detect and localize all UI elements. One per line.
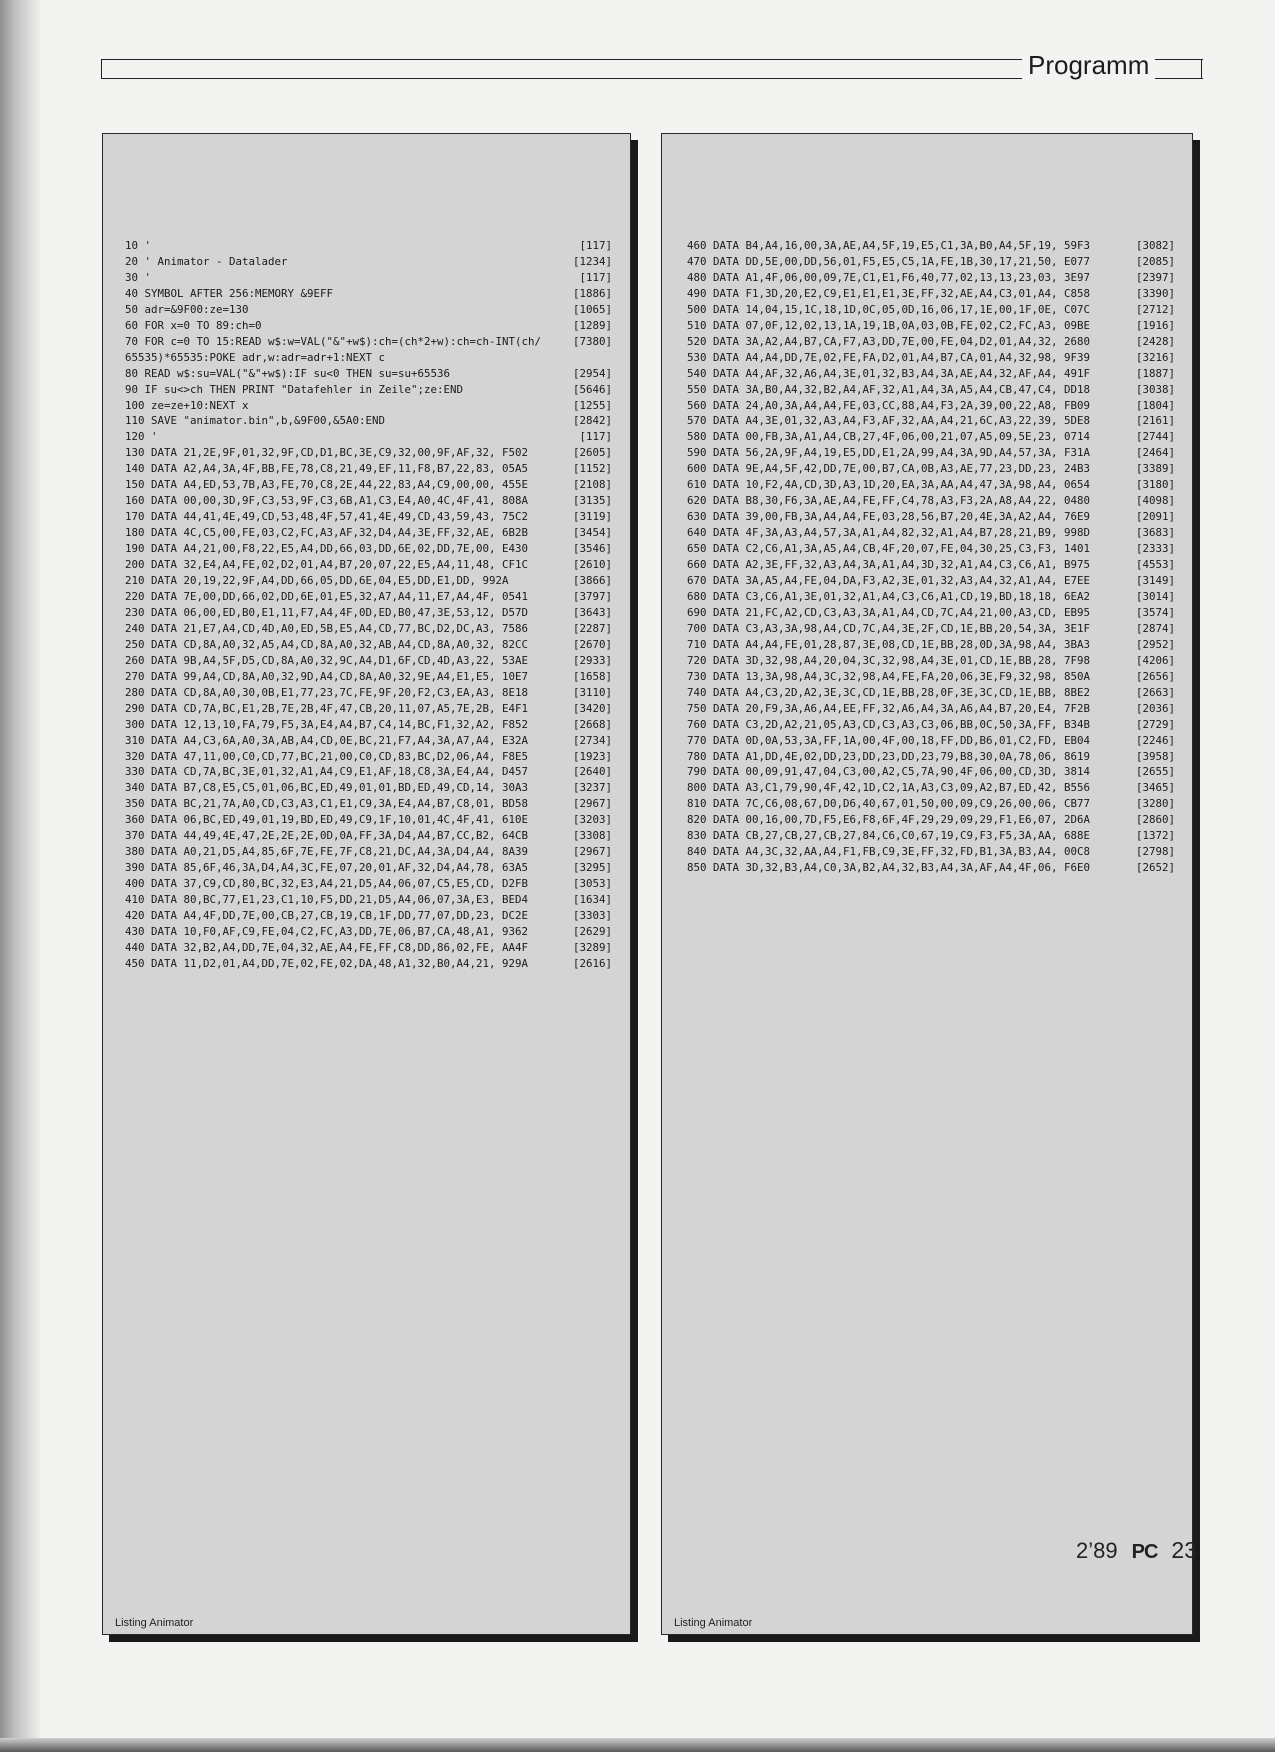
code-line-text: 390 DATA 85,6F,46,3A,D4,A4,3C,FE,07,20,01,AF,32,D4,A4,78, 63A5 — [125, 861, 529, 875]
code-line — [125, 940, 612, 956]
code-line — [125, 557, 612, 573]
code-line — [125, 733, 612, 749]
code-line — [687, 860, 1175, 876]
code-line — [687, 637, 1175, 653]
code-line-text: 630 DATA 39,00,FB,3A,A4,A4,FE,03,28,56,B7,20,4E,3A,A2,A4, 76E9 — [687, 510, 1091, 524]
code-line-text: 660 DATA A2,3E,FF,32,A3,A4,3A,A1,A4,3D,32,A1,A4,C3,C6,A1, B975 — [687, 558, 1091, 572]
code-line-text: 530 DATA A4,A4,DD,7E,02,FE,FA,D2,01,A4,B7,CA,01,A4,32,98, 9F39 — [687, 350, 1091, 364]
code-line-checksum: [1234] — [572, 254, 612, 268]
code-line-text: 150 DATA A4,ED,53,7B,A3,FE,70,C8,2E,44,22,83,A4,C9,00,00, 455E — [125, 478, 529, 492]
code-line-text: 370 DATA 44,49,4E,47,2E,2E,2E,0D,0A,FF,3A,D4,A4,B7,CC,B2, 64CB — [125, 829, 529, 843]
code-line-text: 10 ' — [125, 239, 152, 252]
code-line-text: 380 DATA A0,21,D5,A4,85,6F,7E,FE,7F,C8,21,DC,A4,3A,D4,A4, 8A39 — [125, 845, 529, 859]
code-line — [687, 733, 1175, 749]
code-line-checksum: [2656] — [1135, 669, 1175, 683]
code-line — [125, 924, 612, 940]
code-line — [687, 653, 1175, 669]
code-line — [125, 812, 612, 828]
code-line-text: 810 DATA 7C,C6,08,67,D0,D6,40,67,01,50,00,09,C9,26,00,06, CB77 — [687, 797, 1091, 811]
code-line — [125, 366, 612, 382]
code-line-text: 330 DATA CD,7A,BC,3E,01,32,A1,A4,C9,E1,AF,18,C8,3A,E4,A4, D457 — [125, 765, 529, 779]
code-line-text: 400 DATA 37,C9,CD,80,BC,32,E3,A4,21,D5,A4,06,07,C5,E5,CD, D2FB — [125, 877, 529, 891]
code-line-text: 520 DATA 3A,A2,A4,B7,CA,F7,A3,DD,7E,00,FE,04,D2,01,A4,32, 2680 — [687, 334, 1091, 348]
code-line — [125, 876, 612, 892]
code-line-text: 240 DATA 21,E7,A4,CD,4D,A0,ED,5B,E5,A4,CD,77,BC,D2,DC,A3, 7586 — [125, 621, 529, 635]
code-listing-left — [125, 238, 612, 972]
code-line-checksum: [2860] — [1135, 813, 1175, 827]
code-line-text: 820 DATA 00,16,00,7D,F5,E6,F8,6F,4F,29,29,09,29,F1,E6,07, 2D6A — [687, 813, 1091, 827]
code-line-checksum: [2655] — [1135, 765, 1175, 779]
issue-number: 2’89 — [1076, 1538, 1118, 1563]
code-line-text: 490 DATA F1,3D,20,E2,C9,E1,E1,E1,3E,FF,32,AE,A4,C3,01,A4, C858 — [687, 286, 1091, 300]
code-line-text: 830 DATA CB,27,CB,27,CB,27,84,C6,C0,67,19,C9,F3,F5,3A,AA, 688E — [687, 829, 1091, 843]
code-line — [125, 238, 612, 254]
code-line-checksum: [3280] — [1135, 797, 1175, 811]
code-line-checksum: [2668] — [572, 717, 612, 731]
code-line-checksum: [3110] — [572, 685, 612, 699]
code-line-checksum: [3014] — [1135, 589, 1175, 603]
code-line-checksum: [1065] — [572, 302, 612, 316]
code-line-checksum: [2874] — [1135, 621, 1175, 635]
code-line-checksum: [2616] — [572, 956, 612, 970]
code-line-text: 120 ' — [125, 430, 158, 444]
code-line — [125, 461, 612, 477]
code-line — [687, 701, 1175, 717]
listing-caption-left: Listing Animator — [115, 1617, 194, 1629]
code-line-text: 620 DATA B8,30,F6,3A,AE,A4,FE,FF,C4,78,A3,F3,2A,A8,A4,22, 0480 — [687, 494, 1091, 508]
code-line-checksum: [2933] — [572, 653, 612, 667]
code-line-text: 480 DATA A1,4F,06,00,09,7E,C1,E1,F6,40,77,02,13,13,23,03, 3E97 — [687, 270, 1091, 284]
code-line — [687, 717, 1175, 733]
code-line-text: 350 DATA BC,21,7A,A0,CD,C3,A3,C1,E1,C9,3A,E4,A4,B7,C8,01, BD58 — [125, 797, 529, 811]
code-line-checksum: [5646] — [572, 382, 612, 396]
code-line-checksum: [3295] — [572, 861, 612, 875]
code-line — [687, 685, 1175, 701]
code-line-checksum: [3683] — [1135, 526, 1175, 540]
code-line-text: 670 DATA 3A,A5,A4,FE,04,DA,F3,A2,3E,01,32,A3,A4,32,A1,A4, E7EE — [687, 574, 1091, 588]
code-line-text: 310 DATA A4,C3,6A,A0,3A,AB,A4,CD,0E,BC,21,F7,A4,3A,A7,A4, E32A — [125, 733, 529, 747]
code-line-text: 300 DATA 12,13,10,FA,79,F5,3A,E4,A4,B7,C4,14,BC,F1,32,A2, F852 — [125, 717, 529, 731]
code-line-text: 30 ' — [125, 270, 152, 284]
code-line — [125, 605, 612, 621]
code-line-checksum: [3180] — [1135, 478, 1175, 492]
code-line-checksum: [2629] — [572, 924, 612, 938]
code-line-checksum: [1372] — [1135, 829, 1175, 843]
code-line-checksum: [3135] — [572, 494, 612, 508]
code-line-text: 450 DATA 11,D2,01,A4,DD,7E,02,FE,02,DA,48,A1,32,B0,A4,21, 929A — [125, 956, 529, 970]
code-line-text: 180 DATA 4C,C5,00,FE,03,C2,FC,A3,AF,32,D4,A4,3E,FF,32,AE, 6B2B — [125, 526, 529, 540]
code-line — [687, 573, 1175, 589]
code-line-text: 270 DATA 99,A4,CD,8A,A0,32,9D,A4,CD,8A,A0,32,9E,A4,E1,E5, 10E7 — [125, 669, 529, 683]
code-line-checksum: [3053] — [572, 877, 612, 891]
code-line — [687, 764, 1175, 780]
code-line-text: 280 DATA CD,8A,A0,30,0B,E1,77,23,7C,FE,9F,20,F2,C3,EA,A3, 8E18 — [125, 685, 529, 699]
code-line-text: 110 SAVE "animator.bin",b,&9F00,&5A0:END — [125, 414, 386, 428]
code-line — [125, 621, 612, 637]
code-line-text: 200 DATA 32,E4,A4,FE,02,D2,01,A4,B7,20,07,22,E5,A4,11,48, CF1C — [125, 558, 529, 572]
code-line-checksum: [2246] — [1135, 733, 1175, 747]
code-line-text: 470 DATA DD,5E,00,DD,56,01,F5,E5,C5,1A,FE,1B,30,17,21,50, E077 — [687, 254, 1091, 268]
code-line — [687, 605, 1175, 621]
code-line-checksum: [2640] — [572, 765, 612, 779]
code-line-text: 130 DATA 21,2E,9F,01,32,9F,CD,D1,BC,3E,C9,32,00,9F,AF,32, F502 — [125, 446, 529, 460]
code-line-checksum: [2954] — [572, 366, 612, 380]
code-line — [125, 270, 612, 286]
code-line-checksum: [117] — [579, 270, 612, 284]
code-line — [125, 637, 612, 653]
code-line — [687, 477, 1175, 493]
code-line-checksum: [2428] — [1135, 334, 1175, 348]
code-line-checksum: [2333] — [1135, 542, 1175, 556]
code-line — [687, 621, 1175, 637]
code-line-checksum: [2734] — [572, 733, 612, 747]
code-line-text: 680 DATA C3,C6,A1,3E,01,32,A1,A4,C3,C6,A1,CD,19,BD,18,18, 6EA2 — [687, 589, 1091, 603]
code-line — [687, 557, 1175, 573]
header-rule-end — [1174, 59, 1202, 79]
code-line-checksum: [3866] — [572, 574, 612, 588]
code-line-text: 690 DATA 21,FC,A2,CD,C3,A3,3A,A1,A4,CD,7C,A4,21,00,A3,CD, EB95 — [687, 605, 1091, 619]
code-line — [125, 318, 612, 334]
code-line-checksum: [2161] — [1135, 414, 1175, 428]
code-line-checksum: [3465] — [1135, 781, 1175, 795]
code-line-checksum: [3643] — [572, 605, 612, 619]
code-line — [125, 860, 612, 876]
code-line-checksum: [2091] — [1135, 510, 1175, 524]
magazine-logo: PC — [1131, 1541, 1158, 1563]
page-binding-shadow — [0, 0, 40, 1752]
code-line — [687, 366, 1175, 382]
code-line — [125, 956, 612, 972]
code-line — [687, 238, 1175, 254]
code-line — [687, 749, 1175, 765]
code-line — [125, 413, 612, 429]
code-line — [125, 477, 612, 493]
code-line — [687, 429, 1175, 445]
code-line-text: 580 DATA 00,FB,3A,A1,A4,CB,27,4F,06,00,21,07,A5,09,5E,23, 0714 — [687, 430, 1091, 444]
code-line-text: 550 DATA 3A,B0,A4,32,B2,A4,AF,32,A1,A4,3A,A5,A4,CB,47,C4, DD18 — [687, 382, 1091, 396]
code-line-checksum: [3289] — [572, 940, 612, 954]
code-line-checksum: [3308] — [572, 829, 612, 843]
code-line-text: 640 DATA 4F,3A,A3,A4,57,3A,A1,A4,82,32,A1,A4,B7,28,21,B9, 998D — [687, 526, 1091, 540]
code-line-checksum: [3303] — [572, 909, 612, 923]
code-line-checksum: [2663] — [1135, 685, 1175, 699]
code-line-text: 40 SYMBOL AFTER 256:MEMORY &9EFF — [125, 286, 334, 300]
code-line-text: 740 DATA A4,C3,2D,A2,3E,3C,CD,1E,BB,28,0F,3E,3C,CD,1E,BB, 8BE2 — [687, 685, 1091, 699]
code-line-checksum: [4206] — [1135, 653, 1175, 667]
code-line — [687, 286, 1175, 302]
code-line — [687, 413, 1175, 429]
code-line-checksum: [1255] — [572, 398, 612, 412]
code-line-checksum: [3389] — [1135, 462, 1175, 476]
code-line-text: 790 DATA 00,09,91,47,04,C3,00,A2,C5,7A,90,4F,06,00,CD,3D, 3814 — [687, 765, 1091, 779]
code-line-text: 840 DATA A4,3C,32,AA,A4,F1,FB,C9,3E,FF,32,FD,B1,3A,B3,A4, 00C8 — [687, 845, 1091, 859]
code-line-text: 700 DATA C3,A3,3A,98,A4,CD,7C,A4,3E,2F,CD,1E,BB,20,54,3A, 3E1F — [687, 621, 1091, 635]
code-line-text: 510 DATA 07,0F,12,02,13,1A,19,1B,0A,03,0B,FE,02,C2,FC,A3, 09BE — [687, 318, 1091, 332]
code-line-checksum: [2952] — [1135, 637, 1175, 651]
code-line-checksum: [1916] — [1135, 318, 1175, 332]
code-line-checksum: [1923] — [572, 749, 612, 763]
code-line-text: 50 adr=&9F00:ze=130 — [125, 302, 249, 316]
code-line-text: 570 DATA A4,3E,01,32,A3,A4,F3,AF,32,AA,A4,21,6C,A3,22,39, 5DE8 — [687, 414, 1091, 428]
code-line — [125, 685, 612, 701]
code-line-checksum: [1886] — [572, 286, 612, 300]
code-line-text: 340 DATA B7,C8,E5,C5,01,06,BC,ED,49,01,01,BD,ED,49,CD,14, 30A3 — [125, 781, 529, 795]
code-line-checksum: [3797] — [572, 589, 612, 603]
code-line — [687, 398, 1175, 414]
listing-panel-left — [102, 133, 631, 1635]
code-line-checksum: [2712] — [1135, 302, 1175, 316]
code-line-checksum: [2967] — [572, 845, 612, 859]
code-line — [125, 796, 612, 812]
code-line-checksum: [1804] — [1135, 398, 1175, 412]
code-line — [687, 669, 1175, 685]
code-line — [687, 525, 1175, 541]
code-line-text: 430 DATA 10,F0,AF,C9,FE,04,C2,FC,A3,DD,7E,06,B7,CA,48,A1, 9362 — [125, 924, 529, 938]
code-line — [125, 892, 612, 908]
code-line-text: 720 DATA 3D,32,98,A4,20,04,3C,32,98,A4,3E,01,CD,1E,BB,28, 7F98 — [687, 653, 1091, 667]
code-line — [687, 334, 1175, 350]
code-line — [125, 669, 612, 685]
code-line — [687, 509, 1175, 525]
code-line-text: 730 DATA 13,3A,98,A4,3C,32,98,A4,FE,FA,20,06,3E,F9,32,98, 850A — [687, 669, 1091, 683]
code-line-text: 780 DATA A1,DD,4E,02,DD,23,DD,23,DD,23,79,B8,30,0A,78,06, 8619 — [687, 749, 1091, 763]
code-line — [125, 254, 612, 270]
code-line-text: 610 DATA 10,F2,4A,CD,3D,A3,1D,20,EA,3A,AA,A4,47,3A,98,A4, 0654 — [687, 478, 1091, 492]
code-line-checksum: [2605] — [572, 446, 612, 460]
code-line — [687, 461, 1175, 477]
code-line-text: 440 DATA 32,B2,A4,DD,7E,04,32,AE,A4,FE,FF,C8,DD,86,02,FE, AA4F — [125, 940, 529, 954]
code-line-text: 250 DATA CD,8A,A0,32,A5,A4,CD,8A,A0,32,AB,A4,CD,8A,A0,32, 82CC — [125, 637, 529, 651]
code-line — [125, 717, 612, 733]
code-line — [125, 429, 612, 445]
code-line-text: 60 FOR x=0 TO 89:ch=0 — [125, 318, 262, 332]
code-line — [125, 541, 612, 557]
code-line-text: 850 DATA 3D,32,B3,A4,C0,3A,B2,A4,32,B3,A4,3A,AF,A4,4F,06, F6E0 — [687, 861, 1091, 875]
code-line — [687, 493, 1175, 509]
code-line — [687, 828, 1175, 844]
code-listing-right — [687, 238, 1175, 876]
code-line — [687, 844, 1175, 860]
code-line-checksum: [4098] — [1135, 494, 1175, 508]
code-line-text: 260 DATA 9B,A4,5F,D5,CD,8A,A0,32,9C,A4,D1,6F,CD,4D,A3,22, 53AE — [125, 653, 529, 667]
code-line — [687, 541, 1175, 557]
code-line-checksum: [2967] — [572, 797, 612, 811]
code-line-checksum: [3546] — [572, 542, 612, 556]
code-line-text: 320 DATA 47,11,00,C0,CD,77,BC,21,00,C0,CD,83,BC,D2,06,A4, F8E5 — [125, 749, 529, 763]
code-line — [687, 318, 1175, 334]
code-line-text: 770 DATA 0D,0A,53,3A,FF,1A,00,4F,00,18,FF,DD,B6,01,C2,FD, EB04 — [687, 733, 1091, 747]
code-line-text: 600 DATA 9E,A4,5F,42,DD,7E,00,B7,CA,0B,A3,AE,77,23,DD,23, 24B3 — [687, 462, 1091, 476]
code-line-text: 90 IF su<>ch THEN PRINT "Datafehler in Zeile";ze:END — [125, 382, 464, 396]
code-line — [125, 589, 612, 605]
page-number: 23 — [1171, 1537, 1197, 1563]
page-footer — [1076, 1537, 1197, 1564]
code-line — [125, 493, 612, 509]
code-line — [687, 796, 1175, 812]
listing-panel-right — [661, 133, 1193, 1635]
code-line-checksum: [2744] — [1135, 430, 1175, 444]
code-line-text: 710 DATA A4,A4,FE,01,28,87,3E,08,CD,1E,BB,28,0D,3A,98,A4, 3BA3 — [687, 637, 1091, 651]
code-line — [125, 334, 612, 366]
page-bottom-edge — [0, 1738, 1275, 1752]
code-line-checksum: [1887] — [1135, 366, 1175, 380]
code-line-text: 500 DATA 14,04,15,1C,18,1D,0C,05,0D,16,06,17,1E,00,1F,0E, C07C — [687, 302, 1091, 316]
code-line-checksum: [3237] — [572, 781, 612, 795]
code-line — [125, 844, 612, 860]
code-line-checksum: [1634] — [572, 893, 612, 907]
code-line-checksum: [2729] — [1135, 717, 1175, 731]
code-line — [687, 589, 1175, 605]
code-line-text: 540 DATA A4,AF,32,A6,A4,3E,01,32,B3,A4,3A,AE,A4,32,AF,A4, 491F — [687, 366, 1091, 380]
code-line-checksum: [2670] — [572, 637, 612, 651]
code-line-checksum: [3454] — [572, 526, 612, 540]
code-line-text: 80 READ w$:su=VAL("&"+w$):IF su<0 THEN su=su+65536 — [125, 366, 451, 380]
code-line-checksum: [3390] — [1135, 286, 1175, 300]
code-line-text: 70 FOR c=0 TO 15:READ w$:w=VAL("&"+w$):ch=(ch*2+w):ch=ch-INT(ch/65535)*65535:POKE adr,w:adr=adr+1:NEXT c — [125, 334, 542, 364]
code-line — [125, 749, 612, 765]
code-line — [687, 350, 1175, 366]
code-line-checksum: [2287] — [572, 621, 612, 635]
code-line — [125, 701, 612, 717]
code-line-text: 290 DATA CD,7A,BC,E1,2B,7E,2B,4F,47,CB,20,11,07,A5,7E,2B, E4F1 — [125, 701, 529, 715]
code-line-checksum: [3038] — [1135, 382, 1175, 396]
code-line — [125, 828, 612, 844]
code-line-checksum: [7380] — [572, 334, 612, 348]
code-line-checksum: [2610] — [572, 558, 612, 572]
code-line — [687, 445, 1175, 461]
code-line-checksum: [3958] — [1135, 749, 1175, 763]
code-line — [125, 445, 612, 461]
code-line — [125, 764, 612, 780]
code-line — [125, 573, 612, 589]
code-line-checksum: [2464] — [1135, 446, 1175, 460]
code-line — [687, 780, 1175, 796]
code-line-text: 460 DATA B4,A4,16,00,3A,AE,A4,5F,19,E5,C1,3A,B0,A4,5F,19, 59F3 — [687, 239, 1091, 252]
code-line — [125, 780, 612, 796]
code-line-checksum: [3420] — [572, 701, 612, 715]
code-line-checksum: [1152] — [572, 462, 612, 476]
code-line-text: 140 DATA A2,A4,3A,4F,BB,FE,78,C8,21,49,EF,11,F8,B7,22,83, 05A5 — [125, 462, 529, 476]
code-line-checksum: [2108] — [572, 478, 612, 492]
code-line — [125, 302, 612, 318]
code-line-text: 160 DATA 00,00,3D,9F,C3,53,9F,C3,6B,A1,C3,E4,A0,4C,4F,41, 808A — [125, 494, 529, 508]
code-line-text: 590 DATA 56,2A,9F,A4,19,E5,DD,E1,2A,99,A4,3A,9D,A4,57,3A, F31A — [687, 446, 1091, 460]
code-line — [125, 398, 612, 414]
code-line-checksum: [1289] — [572, 318, 612, 332]
code-line — [687, 302, 1175, 318]
code-line-text: 560 DATA 24,A0,3A,A4,A4,FE,03,CC,88,A4,F3,2A,39,00,22,A8, FB09 — [687, 398, 1091, 412]
code-line-text: 410 DATA 80,BC,77,E1,23,C1,10,F5,DD,21,D5,A4,06,07,3A,E3, BED4 — [125, 893, 529, 907]
code-line-text: 20 ' Animator - Datalader — [125, 254, 288, 268]
code-line-checksum: [3216] — [1135, 350, 1175, 364]
code-line — [687, 812, 1175, 828]
code-line-text: 650 DATA C2,C6,A1,3A,A5,A4,CB,4F,20,07,FE,04,30,25,C3,F3, 1401 — [687, 542, 1091, 556]
code-line-checksum: [4553] — [1135, 558, 1175, 572]
code-line-text: 100 ze=ze+10:NEXT x — [125, 398, 249, 412]
code-line-checksum: [2652] — [1135, 861, 1175, 875]
code-line-checksum: [3119] — [572, 510, 612, 524]
code-line-text: 170 DATA 44,41,4E,49,CD,53,48,4F,57,41,4E,49,CD,43,59,43, 75C2 — [125, 510, 529, 524]
code-line-checksum: [117] — [579, 239, 612, 252]
code-line — [687, 254, 1175, 270]
code-line-checksum: [3574] — [1135, 605, 1175, 619]
code-line-checksum: [2397] — [1135, 270, 1175, 284]
code-line-checksum: [2085] — [1135, 254, 1175, 268]
code-line-checksum: [2842] — [572, 414, 612, 428]
code-line-checksum: [3203] — [572, 813, 612, 827]
code-line-text: 800 DATA A3,C1,79,90,4F,42,1D,C2,1A,A3,C3,09,A2,B7,ED,42, B556 — [687, 781, 1091, 795]
code-line-text: 190 DATA A4,21,00,F8,22,E5,A4,DD,66,03,DD,6E,02,DD,7E,00, E430 — [125, 542, 529, 556]
section-title: Programm — [1022, 48, 1155, 82]
code-line — [125, 509, 612, 525]
code-line-checksum: [3082] — [1135, 239, 1175, 252]
code-line — [125, 286, 612, 302]
code-line-text: 230 DATA 06,00,ED,B0,E1,11,F7,A4,4F,0D,ED,B0,47,3E,53,12, D57D — [125, 605, 529, 619]
code-line-checksum: [2036] — [1135, 701, 1175, 715]
code-line-text: 220 DATA 7E,00,DD,66,02,DD,6E,01,E5,32,A7,A4,11,E7,A4,4F, 0541 — [125, 589, 529, 603]
code-line-text: 420 DATA A4,4F,DD,7E,00,CB,27,CB,19,CB,1F,DD,77,07,DD,23, DC2E — [125, 909, 529, 923]
code-line — [125, 653, 612, 669]
code-line — [125, 382, 612, 398]
code-line-checksum: [3149] — [1135, 574, 1175, 588]
code-line-checksum: [117] — [579, 430, 612, 444]
listing-caption-right: Listing Animator — [674, 1617, 753, 1629]
code-line — [687, 270, 1175, 286]
code-line — [687, 382, 1175, 398]
code-line-checksum: [1658] — [572, 669, 612, 683]
code-line — [125, 908, 612, 924]
code-line-text: 750 DATA 20,F9,3A,A6,A4,EE,FF,32,A6,A4,3A,A6,A4,B7,20,E4, 7F2B — [687, 701, 1091, 715]
code-line-text: 210 DATA 20,19,22,9F,A4,DD,66,05,DD,6E,04,E5,DD,E1,DD, 992A — [125, 574, 509, 588]
code-line-text: 360 DATA 06,BC,ED,49,01,19,BD,ED,49,C9,1F,10,01,4C,4F,41, 610E — [125, 813, 529, 827]
code-line-checksum: [2798] — [1135, 845, 1175, 859]
code-line — [125, 525, 612, 541]
code-line-text: 760 DATA C3,2D,A2,21,05,A3,CD,C3,A3,C3,06,BB,0C,50,3A,FF, B34B — [687, 717, 1091, 731]
